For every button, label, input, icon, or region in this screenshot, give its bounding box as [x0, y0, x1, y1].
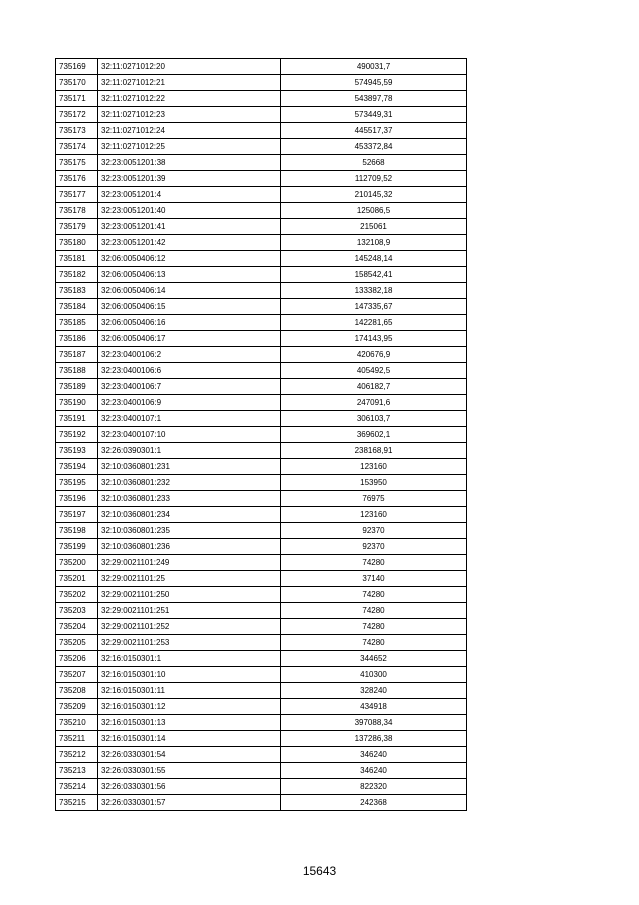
record-id-cell: 735215: [56, 795, 98, 811]
table-row: [56, 91, 467, 107]
page-number: 15643: [302, 864, 337, 878]
value-cell: 306103,7: [281, 411, 467, 427]
value-cell: 74280: [281, 555, 467, 571]
value-cell: 125086,5: [281, 203, 467, 219]
record-id-cell: 735199: [56, 539, 98, 555]
record-id-cell: 735194: [56, 459, 98, 475]
table-row: [56, 363, 467, 379]
cadastral-number-cell: 32:11:0271012:21: [98, 75, 281, 91]
table-row: [56, 395, 467, 411]
record-id-cell: 735173: [56, 123, 98, 139]
table-row: [56, 107, 467, 123]
record-id-cell: 735207: [56, 667, 98, 683]
record-id-cell: 735179: [56, 219, 98, 235]
table-row: [56, 123, 467, 139]
record-id-cell: 735209: [56, 699, 98, 715]
cadastral-number-cell: 32:23:0400107:1: [98, 411, 281, 427]
table-row: [56, 331, 467, 347]
cadastral-number-cell: 32:29:0021101:250: [98, 587, 281, 603]
value-cell: 574945,59: [281, 75, 467, 91]
cadastral-number-cell: 32:11:0271012:25: [98, 139, 281, 155]
table-row: [56, 619, 467, 635]
cadastral-number-cell: 32:23:0051201:40: [98, 203, 281, 219]
cadastral-number-cell: 32:29:0021101:25: [98, 571, 281, 587]
table-row: [56, 571, 467, 587]
table-row: [56, 459, 467, 475]
record-id-cell: 735187: [56, 347, 98, 363]
record-id-cell: 735174: [56, 139, 98, 155]
value-cell: 132108,9: [281, 235, 467, 251]
cadastral-number-cell: 32:11:0271012:20: [98, 59, 281, 75]
record-id-cell: 735188: [56, 363, 98, 379]
cadastral-number-cell: 32:23:0051201:42: [98, 235, 281, 251]
cadastral-number-cell: 32:29:0021101:253: [98, 635, 281, 651]
cadastral-number-cell: 32:10:0360801:234: [98, 507, 281, 523]
value-cell: 142281,65: [281, 315, 467, 331]
table-row: [56, 315, 467, 331]
value-cell: 406182,7: [281, 379, 467, 395]
record-id-cell: 735180: [56, 235, 98, 251]
cadastral-number-cell: 32:06:0050406:17: [98, 331, 281, 347]
value-cell: 92370: [281, 539, 467, 555]
cadastral-number-cell: 32:26:0390301:1: [98, 443, 281, 459]
record-id-cell: 735171: [56, 91, 98, 107]
table-row: [56, 491, 467, 507]
records-table-body: [56, 59, 467, 811]
table-row: [56, 267, 467, 283]
record-id-cell: 735191: [56, 411, 98, 427]
table-row: [56, 715, 467, 731]
value-cell: 453372,84: [281, 139, 467, 155]
cadastral-number-cell: 32:06:0050406:15: [98, 299, 281, 315]
table-row: [56, 475, 467, 491]
record-id-cell: 735176: [56, 171, 98, 187]
cadastral-number-cell: 32:26:0330301:56: [98, 779, 281, 795]
table-row: [56, 651, 467, 667]
value-cell: 410300: [281, 667, 467, 683]
value-cell: 133382,18: [281, 283, 467, 299]
record-id-cell: 735202: [56, 587, 98, 603]
table-row: [56, 171, 467, 187]
value-cell: 397088,34: [281, 715, 467, 731]
value-cell: 153950: [281, 475, 467, 491]
cadastral-number-cell: 32:16:0150301:13: [98, 715, 281, 731]
cadastral-number-cell: 32:23:0400106:9: [98, 395, 281, 411]
table-row: [56, 235, 467, 251]
table-row: [56, 443, 467, 459]
cadastral-number-cell: 32:23:0051201:38: [98, 155, 281, 171]
record-id-cell: 735208: [56, 683, 98, 699]
record-id-cell: 735190: [56, 395, 98, 411]
record-id-cell: 735198: [56, 523, 98, 539]
table-row: [56, 251, 467, 267]
value-cell: 543897,78: [281, 91, 467, 107]
table-row: [56, 779, 467, 795]
record-id-cell: 735189: [56, 379, 98, 395]
record-id-cell: 735175: [56, 155, 98, 171]
table-row: [56, 75, 467, 91]
value-cell: 215061: [281, 219, 467, 235]
table-row: [56, 603, 467, 619]
cadastral-number-cell: 32:26:0330301:54: [98, 747, 281, 763]
cadastral-number-cell: 32:10:0360801:236: [98, 539, 281, 555]
value-cell: 573449,31: [281, 107, 467, 123]
table-row: [56, 59, 467, 75]
cadastral-number-cell: 32:06:0050406:12: [98, 251, 281, 267]
record-id-cell: 735201: [56, 571, 98, 587]
table-row: [56, 155, 467, 171]
value-cell: 210145,32: [281, 187, 467, 203]
table-row: [56, 139, 467, 155]
value-cell: 145248,14: [281, 251, 467, 267]
table-row: [56, 747, 467, 763]
record-id-cell: 735183: [56, 283, 98, 299]
value-cell: 174143,95: [281, 331, 467, 347]
cadastral-number-cell: 32:29:0021101:251: [98, 603, 281, 619]
cadastral-number-cell: 32:16:0150301:14: [98, 731, 281, 747]
table-row: [56, 635, 467, 651]
value-cell: 369602,1: [281, 427, 467, 443]
table-row: [56, 555, 467, 571]
record-id-cell: 735200: [56, 555, 98, 571]
table-row: [56, 731, 467, 747]
cadastral-number-cell: 32:29:0021101:249: [98, 555, 281, 571]
value-cell: 238168,91: [281, 443, 467, 459]
value-cell: 346240: [281, 763, 467, 779]
table-row: [56, 203, 467, 219]
table-row: [56, 219, 467, 235]
value-cell: 822320: [281, 779, 467, 795]
value-cell: 328240: [281, 683, 467, 699]
record-id-cell: 735211: [56, 731, 98, 747]
record-id-cell: 735210: [56, 715, 98, 731]
table-row: [56, 795, 467, 811]
record-id-cell: 735193: [56, 443, 98, 459]
record-id-cell: 735204: [56, 619, 98, 635]
table-row: [56, 379, 467, 395]
table-row: [56, 523, 467, 539]
value-cell: 445517,37: [281, 123, 467, 139]
cadastral-number-cell: 32:06:0050406:14: [98, 283, 281, 299]
cadastral-number-cell: 32:11:0271012:24: [98, 123, 281, 139]
value-cell: 92370: [281, 523, 467, 539]
record-id-cell: 735181: [56, 251, 98, 267]
table-row: [56, 699, 467, 715]
table-row: [56, 587, 467, 603]
cadastral-number-cell: 32:23:0051201:41: [98, 219, 281, 235]
cadastral-number-cell: 32:23:0400107:10: [98, 427, 281, 443]
value-cell: 123160: [281, 507, 467, 523]
cadastral-number-cell: 32:23:0051201:39: [98, 171, 281, 187]
record-id-cell: 735196: [56, 491, 98, 507]
record-id-cell: 735172: [56, 107, 98, 123]
record-id-cell: 735184: [56, 299, 98, 315]
record-id-cell: 735186: [56, 331, 98, 347]
record-id-cell: 735182: [56, 267, 98, 283]
table-row: [56, 187, 467, 203]
value-cell: 76975: [281, 491, 467, 507]
record-id-cell: 735185: [56, 315, 98, 331]
value-cell: 52668: [281, 155, 467, 171]
cadastral-number-cell: 32:16:0150301:11: [98, 683, 281, 699]
record-id-cell: 735192: [56, 427, 98, 443]
table-row: [56, 667, 467, 683]
table-row: [56, 283, 467, 299]
cadastral-number-cell: 32:23:0051201:4: [98, 187, 281, 203]
record-id-cell: 735205: [56, 635, 98, 651]
value-cell: 346240: [281, 747, 467, 763]
cadastral-number-cell: 32:16:0150301:12: [98, 699, 281, 715]
cadastral-number-cell: 32:06:0050406:13: [98, 267, 281, 283]
value-cell: 147335,67: [281, 299, 467, 315]
record-id-cell: 735212: [56, 747, 98, 763]
cadastral-number-cell: 32:29:0021101:252: [98, 619, 281, 635]
value-cell: 74280: [281, 619, 467, 635]
value-cell: 74280: [281, 635, 467, 651]
record-id-cell: 735178: [56, 203, 98, 219]
value-cell: 158542,41: [281, 267, 467, 283]
table-row: [56, 683, 467, 699]
table-row: [56, 427, 467, 443]
record-id-cell: 735203: [56, 603, 98, 619]
record-id-cell: 735177: [56, 187, 98, 203]
value-cell: 344652: [281, 651, 467, 667]
value-cell: 137286,38: [281, 731, 467, 747]
cadastral-number-cell: 32:11:0271012:22: [98, 91, 281, 107]
value-cell: 242368: [281, 795, 467, 811]
records-table: [55, 58, 467, 811]
cadastral-number-cell: 32:11:0271012:23: [98, 107, 281, 123]
cadastral-number-cell: 32:23:0400106:2: [98, 347, 281, 363]
cadastral-number-cell: 32:06:0050406:16: [98, 315, 281, 331]
cadastral-number-cell: 32:16:0150301:1: [98, 651, 281, 667]
value-cell: 123160: [281, 459, 467, 475]
cadastral-number-cell: 32:23:0400106:7: [98, 379, 281, 395]
record-id-cell: 735206: [56, 651, 98, 667]
record-id-cell: 735214: [56, 779, 98, 795]
record-id-cell: 735170: [56, 75, 98, 91]
value-cell: 490031,7: [281, 59, 467, 75]
value-cell: 434918: [281, 699, 467, 715]
record-id-cell: 735213: [56, 763, 98, 779]
record-id-cell: 735169: [56, 59, 98, 75]
value-cell: 405492,5: [281, 363, 467, 379]
table-row: [56, 411, 467, 427]
cadastral-number-cell: 32:26:0330301:55: [98, 763, 281, 779]
record-id-cell: 735197: [56, 507, 98, 523]
cadastral-number-cell: 32:10:0360801:232: [98, 475, 281, 491]
table-row: [56, 507, 467, 523]
cadastral-number-cell: 32:23:0400106:6: [98, 363, 281, 379]
table-row: [56, 347, 467, 363]
cadastral-number-cell: 32:16:0150301:10: [98, 667, 281, 683]
cadastral-number-cell: 32:10:0360801:235: [98, 523, 281, 539]
table-row: [56, 539, 467, 555]
value-cell: 112709,52: [281, 171, 467, 187]
value-cell: 74280: [281, 587, 467, 603]
value-cell: 74280: [281, 603, 467, 619]
value-cell: 247091,6: [281, 395, 467, 411]
table-row: [56, 299, 467, 315]
value-cell: 37140: [281, 571, 467, 587]
cadastral-number-cell: 32:10:0360801:231: [98, 459, 281, 475]
value-cell: 420676,9: [281, 347, 467, 363]
cadastral-number-cell: 32:10:0360801:233: [98, 491, 281, 507]
record-id-cell: 735195: [56, 475, 98, 491]
table-row: [56, 763, 467, 779]
cadastral-number-cell: 32:26:0330301:57: [98, 795, 281, 811]
